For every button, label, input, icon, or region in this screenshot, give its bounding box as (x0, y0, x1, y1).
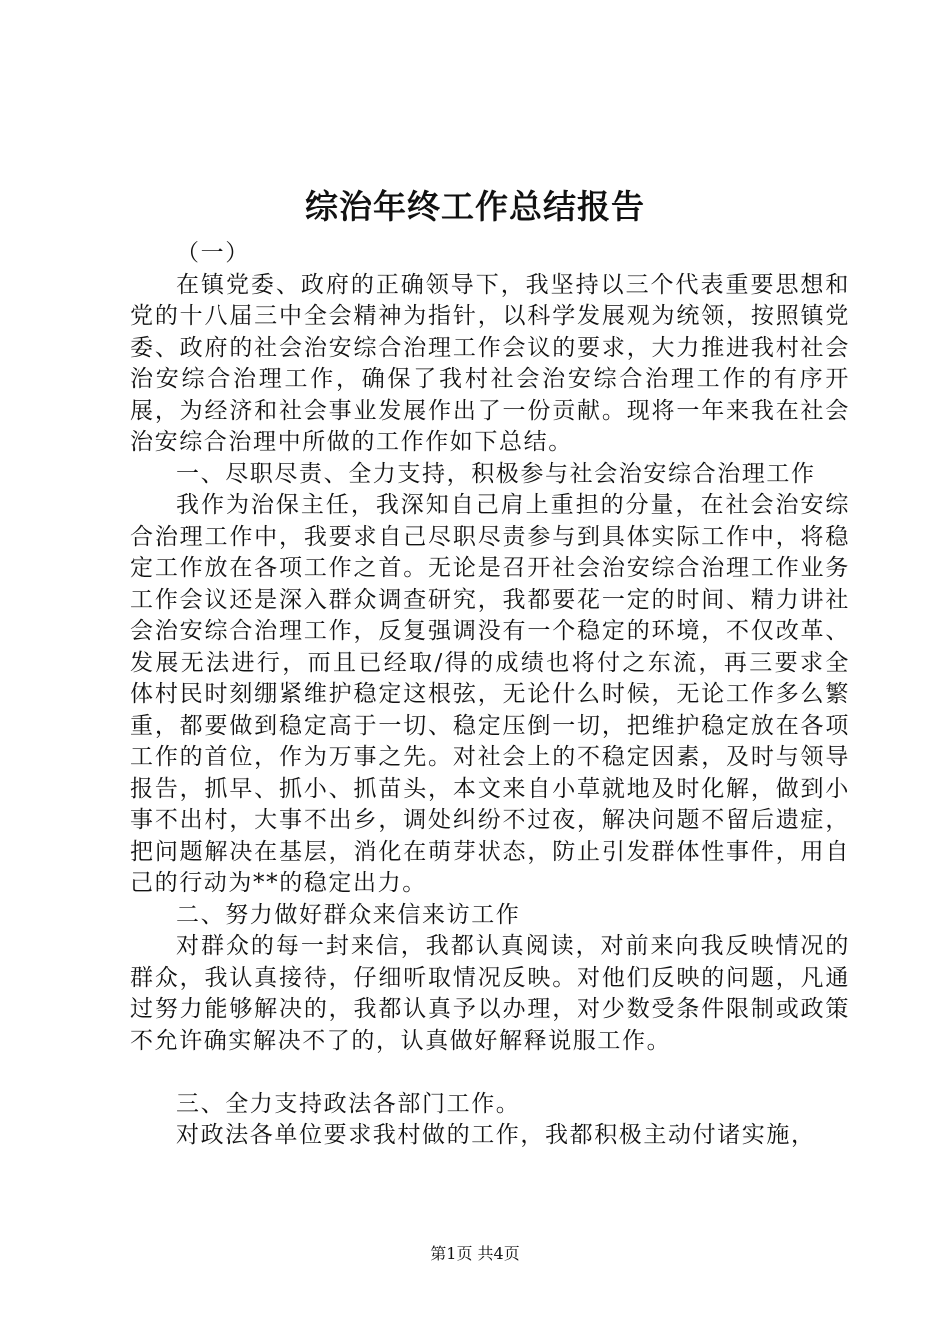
section-heading-3: 三、全力支持政法各部门工作。 (176, 1090, 521, 1117)
section-2-paragraph: 对群众的每一封来信，我都认真阅读，对前来向我反映情况的群众，我认真接待，仔细听取情况反映。对他们反映的问题，凡通过努力能够解决的，我都认真予以办理，对少数受条件限制或政策不允许确实解决不了的，认真做好解释说服工作。 (130, 933, 850, 1054)
section-3-paragraph: 对政法各单位要求我村做的工作，我都积极主动付诸实施， (176, 1122, 816, 1148)
section-1-paragraph: 我作为治保主任，我深知自己肩上重担的分量，在社会治安综合治理工作中，我要求自己尽职尽责参与到具体实际工作中，将稳定工作放在各项工作之首。无论是召开社会治安综合治理工作业务工作会议还是深入群众调查研究，我都要花一定的时间、精力讲社会治安综合治理工作，反复强调没有一个稳定的环境，不仅改革、发展无法进行，而且已经取/得的成绩也将付之东流，再三要求全体村民时刻绷紧维护稳定这根弦，无论什么时候，无论工作多么繁重，都要做到稳定高于一切、稳定压倒一切，把维护稳定放在各项工作的首位，作为万事之先。对社会上的不稳定因素，及时与领导报告，抓早、抓小、抓苗头，本文来自小草就地及时化解，做到小事不出村，大事不出乡，调处纠纷不过夜，解决问题不留后遗症，把问题解决在基层，消化在萌芽状态，防止引发群体性事件，用自己的行动为**的稳定出力。 (130, 492, 850, 896)
intro-paragraph: 在镇党委、政府的正确领导下，我坚持以三个代表重要思想和党的十八届三中全会精神为指针，以科学发展观为统领，按照镇党委、政府的社会治安综合治理工作会议的要求，大力推进我村社会治安综合治理工作，确保了我村社会治安综合治理工作的有序开展，为经济和社会事业发展作出了一份贡献。现将一年来我在社会治安综合治理中所做的工作作如下总结。 (130, 271, 850, 455)
document-title: 综治年终工作总结报告 (305, 187, 645, 226)
section-marker: （一） (176, 240, 250, 266)
document-body (130, 238, 850, 1152)
section-heading-2: 二、努力做好群众来信来访工作 (176, 901, 521, 928)
section-heading-1: 一、尽职尽责、全力支持，积极参与社会治安综合治理工作 (176, 460, 816, 487)
page-footer: 第1页 共4页 (430, 1244, 520, 1263)
